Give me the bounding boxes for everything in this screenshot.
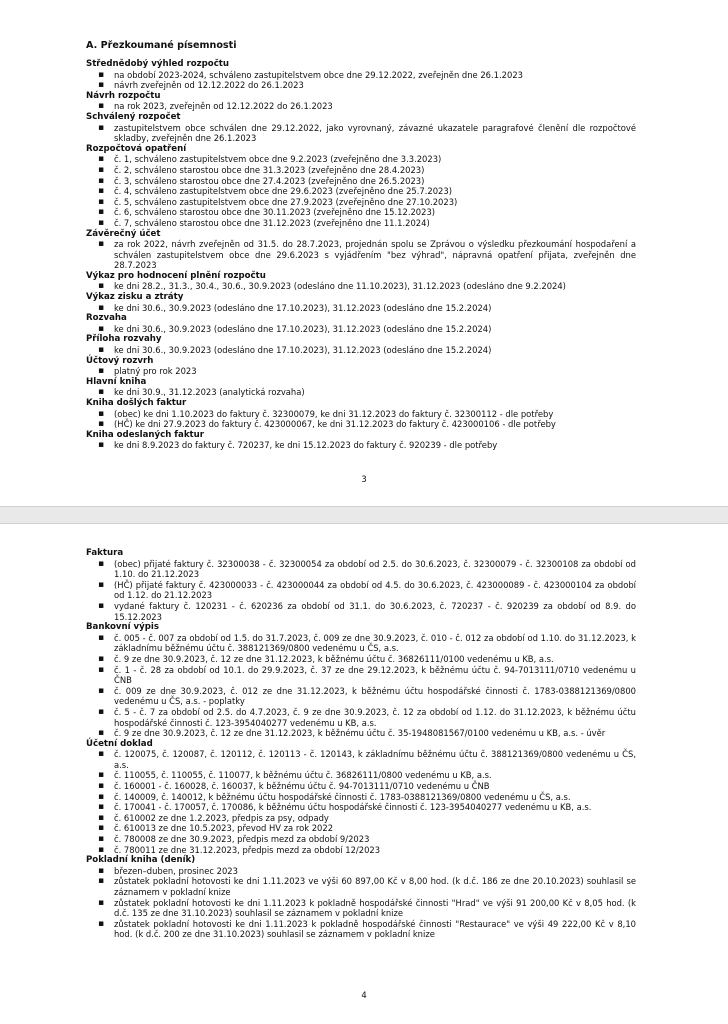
- list-item: ▪ č. 009 ze dne 30.9.2023, č. 012 ze dne 31.12.2023, k běžnému účtu hospodářské činnosti č. 1783-0388121369/0800 vedenému u ČS, a.s. - poplatky: [86, 686, 636, 707]
- section-heading: Kniha došlých faktur: [86, 398, 187, 408]
- section-heading: Schválený rozpočet: [86, 111, 181, 122]
- list-item: ▪ č. 5 - č. 7 za období od 2.5. do 4.7.2023, č. 9 ze dne 30.9.2023, č. 12 za období od 1.12. do 31.12.2023, k běžnému účtu hospodářské činnosti č. 123-3954040277 vedenému u KB, a.s.: [86, 707, 636, 728]
- list-item: ▪ č. 3, schváleno starostou obce dne 27.4.2023 (zveřejněno dne 26.5.2023): [86, 176, 636, 187]
- bullet-list: [86, 324, 636, 335]
- bullet-list: [86, 387, 636, 398]
- list-item: ▪ zůstatek pokladní hotovosti ke dni 1.11.2023 k pokladně hospodářské činnosti "Restaurace" ve výši 49 222,00 Kč v 8,10 hod. (k d.č. 200 ze dne 31.10.2023) souhlasil se záznamem v pokladní knize: [86, 919, 636, 940]
- bullet-list: [86, 101, 636, 112]
- bullet-list: [86, 123, 636, 144]
- list-item: ▪ ke dni 30.6., 30.9.2023 (odesláno dne 17.10.2023), 31.12.2023 (odesláno dne 15.2.2024): [86, 324, 636, 335]
- page-separator: [0, 506, 728, 524]
- bullet-list: [86, 366, 636, 377]
- list-item: ▪ vydané faktury č. 120231 - č. 620236 za období od 31.1. do 30.6.2023, č. 720237 - č. 920239 za období od 8.9. do 15.12.2023: [86, 601, 636, 622]
- list-item: ▪ č. 610013 ze dne 10.5.2023, převod HV za rok 2022: [86, 823, 636, 834]
- list-item: ▪ ke dni 28.2., 31.3., 30.4., 30.6., 30.9.2023 (odesláno dne 11.10.2023), 31.12.2023 (odesláno dne 9.2.2024): [86, 281, 636, 292]
- section-heading: Účtový rozvrh: [86, 355, 154, 366]
- bullet-list: [86, 281, 636, 292]
- list-item: ▪ na rok 2023, zveřejněn od 12.12.2022 do 26.1.2023: [86, 101, 636, 112]
- list-item: ▪ zůstatek pokladní hotovosti ke dni 1.11.2023 ve výši 60 897,00 Kč v 8,00 hod. (k d.č. 186 ze dne 20.10.2023) souhlasil se záznamem v pokladní knize: [86, 876, 636, 897]
- bullet-list: [86, 559, 636, 623]
- list-item: ▪ (HČ) přijaté faktury č. 423000033 - č. 423000044 za období od 4.5. do 30.6.2023, č. 423000089 - č. 423000104 za období od 1.12. do 21.12.2023: [86, 580, 636, 601]
- section-heading: Závěrečný účet: [86, 228, 161, 239]
- list-item: ▪ č. 1, schváleno zastupitelstvem obce dne 9.2.2023 (zveřejněno dne 3.3.2023): [86, 154, 636, 165]
- list-item: ▪ návrh zveřejněn od 12.12.2022 do 26.1.2023: [86, 80, 636, 91]
- section-heading: Návrh rozpočtu: [86, 90, 161, 101]
- bullet-list: [86, 154, 636, 228]
- list-item: ▪ č. 7, schváleno starostou obce dne 31.12.2023 (zveřejněno dne 11.1.2024): [86, 218, 636, 229]
- list-item: ▪ ke dni 8.9.2023 do faktury č. 720237, ke dni 15.12.2023 do faktury č. 920239 - dle potřeby: [86, 440, 636, 451]
- section-heading: Pokladní kniha (deník): [86, 855, 196, 866]
- list-item: ▪ (obec) ke dni 1.10.2023 do faktury č. 32300079, ke dni 31.12.2023 do faktury č. 32300112 - dle potřeby: [86, 409, 636, 420]
- bullet-list: [86, 70, 636, 91]
- list-item: ▪ č. 120075, č. 120087, č. 120112, č. 120113 - č. 120143, k základnímu běžnému účtu č. 388121369/0800 vedenému u ČS, a.s.: [86, 749, 636, 770]
- bullet-list: [86, 345, 636, 356]
- document-page-4: [0, 524, 728, 1024]
- bullet-list: [86, 239, 636, 271]
- section-heading: Příloha rozvahy: [86, 334, 162, 345]
- list-item: ▪ ke dni 30.6., 30.9.2023 (odesláno dne 17.10.2023), 31.12.2023 (odesláno dne 15.2.2024): [86, 303, 636, 314]
- list-item: ▪ ke dni 30.9., 31.12.2023 (analytická rozvaha): [86, 387, 636, 398]
- section-heading: Účetní doklad: [86, 738, 153, 749]
- list-item: ▪ č. 9 ze dne 30.9.2023, č. 12 ze dne 31.12.2023, k běžnému účtu č. 35-1948081567/0100 vedenému u KB, a.s. - úvěr: [86, 728, 636, 739]
- section-heading: Hlavní kniha: [86, 376, 147, 387]
- list-item: ▪ ke dni 30.6., 30.9.2023 (odesláno dne 17.10.2023), 31.12.2023 (odesláno dne 15.2.2024): [86, 345, 636, 356]
- list-item: ▪ č. 780008 ze dne 30.9.2023, předpis mezd za období 9/2023: [86, 834, 636, 845]
- list-item: ▪ březen–duben, prosinec 2023: [86, 866, 636, 877]
- list-item: ▪ platný pro rok 2023: [86, 366, 636, 377]
- section-heading: Faktura: [86, 548, 124, 558]
- list-item: ▪ č. 170041 - č. 170057, č. 170086, k běžnému účtu hospodářské činnosti č. 123-3954040277 vedenému u KB, a.s.: [86, 802, 636, 813]
- section-title: A. Přezkoumané písemnosti: [86, 40, 237, 51]
- list-item: ▪ č. 005 - č. 007 za období od 1.5. do 31.7.2023, č. 009 ze dne 30.9.2023, č. 010 - č. 012 za období od 1.10. do 31.12.2023, k základnímu běžnému účtu č. 388121369/0800 vedenému u ČS, a.s.: [86, 633, 636, 654]
- section-heading: Bankovní výpis: [86, 622, 159, 633]
- section-heading: Střednědobý výhled rozpočtu: [86, 59, 230, 69]
- bullet-list: [86, 749, 636, 855]
- list-item: ▪ č. 6, schváleno starostou obce dne 30.11.2023 (zveřejněno dne 15.12.2023): [86, 207, 636, 218]
- list-item: ▪ č. 110055, č. 110055, č. 110077, k běžnému účtu č. 36826111/0800 vedenému u KB, a.s.: [86, 770, 636, 781]
- list-item: ▪ č. 2, schváleno starostou obce dne 31.3.2023 (zveřejněno dne 28.4.2023): [86, 165, 636, 176]
- section-heading: Rozpočtová opatření: [86, 143, 187, 154]
- list-item: ▪ č. 610002 ze dne 1.2.2023, předpis za psy, odpady: [86, 813, 636, 824]
- list-item: ▪ zastupitelstvem obce schválen dne 29.12.2022, jako vyrovnaný, závazné ukazatele paragrafové členění dle rozpočtové skladby, zveřejněn dne 26.1.2023: [86, 123, 636, 144]
- list-item: ▪ č. 4, schváleno zastupitelstvem obce dne 29.6.2023 (zveřejněno dne 25.7.2023): [86, 186, 636, 197]
- section-heading: Kniha odeslaných faktur: [86, 429, 205, 440]
- bullet-list: [86, 633, 636, 739]
- list-item: ▪ zůstatek pokladní hotovosti ke dni 1.11.2023 k pokladně hospodářské činnosti "Hrad" ve výši 91 200,00 Kč v 8,05 hod. (k d.č. 135 ze dne 31.10.2023) souhlasil se záznamem v pokladní knize: [86, 898, 636, 919]
- list-item: ▪ za rok 2022, návrh zveřejněn od 31.5. do 28.7.2023, projednán spolu se Zprávou o výsledku přezkoumání hospodaření a schválen zastupitelstvem obce dne 29.6.2023 s vyjádřením "bez výhrad", nápravná opatření přijata, zveřejněn dne 28.7.2023: [86, 239, 636, 271]
- section-heading: Rozvaha: [86, 313, 127, 324]
- list-item: ▪ (obec) přijaté faktury č. 32300038 - č. 32300054 za období od 2.5. do 30.6.2023, č. 32300079 - č. 32300108 za období od 1.10. do 21.12.2023: [86, 559, 636, 580]
- list-item: ▪ (HČ) ke dni 27.9.2023 do faktury č. 423000067, ke dni 31.12.2023 do faktury č. 423000106 - dle potřeby: [86, 419, 636, 430]
- bullet-list: [86, 866, 636, 940]
- groups-page-4: [86, 548, 636, 940]
- list-item: ▪ č. 9 ze dne 30.9.2023, č. 12 ze dne 31.12.2023, k běžnému účtu č. 36826111/0100 vedenému u KB, a.s.: [86, 654, 636, 665]
- groups-page-3: [86, 59, 636, 451]
- bullet-list: [86, 409, 636, 430]
- page-number: 3: [361, 474, 367, 484]
- list-item: ▪ č. 5, schváleno zastupitelstvem obce dne 27.9.2023 (zveřejněno dne 27.10.2023): [86, 197, 636, 208]
- list-item: ▪ č. 140009, č. 140012, k běžnému účtu hospodářské činnosti č. 1783-0388121369/0800 vedenému u ČS, a.s.: [86, 792, 636, 803]
- bullet-list: [86, 440, 636, 451]
- bullet-list: [86, 303, 636, 314]
- list-item: ▪ na období 2023-2024, schváleno zastupitelstvem obce dne 29.12.2022, zveřejněn dne 26.1.2023: [86, 70, 636, 81]
- document-page-3: [0, 0, 728, 506]
- page-number: 4: [361, 990, 367, 1000]
- list-item: ▪ č. 1 - č. 28 za období od 10.1. do 29.9.2023, č. 37 ze dne 29.12.2023, k běžnému účtu č. 94-7013111/0710 vedenému u ČNB: [86, 665, 636, 686]
- list-item: ▪ č. 160001 - č. 160028, č. 160037, k běžnému účtu č. 94-7013111/0710 vedenému u ČNB: [86, 781, 636, 792]
- list-item: ▪ č. 780011 ze dne 31.12.2023, předpis mezd za období 12/2023: [86, 845, 636, 856]
- section-heading: Výkaz zisku a ztráty: [86, 292, 184, 303]
- section-heading: Výkaz pro hodnocení plnění rozpočtu: [86, 270, 266, 281]
